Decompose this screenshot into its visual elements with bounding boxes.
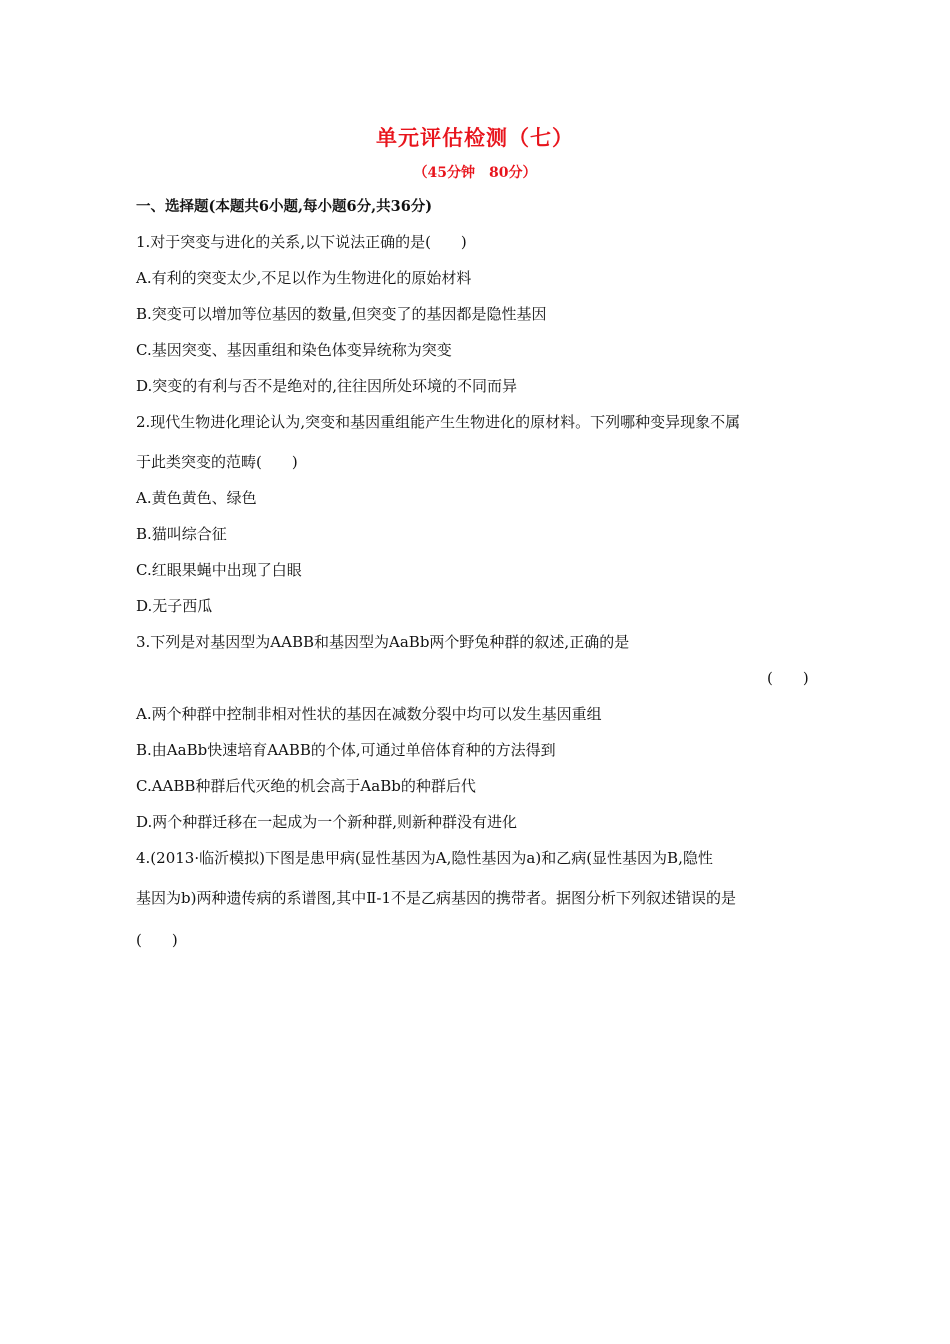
question-1-option-a: A.有利的突变太少,不足以作为生物进化的原始材料 bbox=[136, 269, 472, 287]
question-4-stem-line-2: 基因为b)两种遗传病的系谱图,其中Ⅱ-1不是乙病基因的携带者。据图分析下列叙述错误的是 bbox=[136, 889, 737, 907]
question-4-stem-line-3: ( ) bbox=[136, 931, 178, 949]
question-3-answer-bracket: ( ) bbox=[767, 669, 809, 687]
page-title: 单元评估检测（七） bbox=[376, 125, 574, 150]
question-2-stem-line-1: 2.现代生物进化理论认为,突变和基因重组能产生生物进化的原材料。下列哪种变异现象不属 bbox=[136, 413, 741, 431]
question-2-option-d: D.无子西瓜 bbox=[136, 597, 213, 615]
question-3-stem: 3.下列是对基因型为AABB和基因型为AaBb两个野兔种群的叙述,正确的是 bbox=[136, 633, 630, 651]
section-heading: 一、选择题(本题共6小题,每小题6分,共36分) bbox=[136, 198, 433, 215]
question-2-stem-line-2: 于此类突变的范畴( ) bbox=[136, 453, 298, 471]
question-3-option-b: B.由AaBb快速培育AABB的个体,可通过单倍体育种的方法得到 bbox=[136, 741, 556, 759]
question-4-stem-line-1: 4.(2013·临沂模拟)下图是患甲病(显性基因为A,隐性基因为a)和乙病(显性基因为B,隐性 bbox=[136, 849, 713, 867]
question-3-option-d: D.两个种群迁移在一起成为一个新种群,则新种群没有进化 bbox=[136, 813, 518, 831]
question-2-option-b: B.猫叫综合征 bbox=[136, 525, 227, 543]
question-1-option-c: C.基因突变、基因重组和染色体变异统称为突变 bbox=[136, 341, 452, 359]
question-1-option-b: B.突变可以增加等位基因的数量,但突变了的基因都是隐性基因 bbox=[136, 305, 547, 323]
question-1-stem: 1.对于突变与进化的关系,以下说法正确的是( ) bbox=[136, 233, 467, 251]
question-3-option-a: A.两个种群中控制非相对性状的基因在减数分裂中均可以发生基因重组 bbox=[136, 705, 602, 723]
question-3-option-c: C.AABB种群后代灭绝的机会高于AaBb的种群后代 bbox=[136, 777, 476, 795]
question-2-option-a: A.黄色黄色、绿色 bbox=[136, 489, 257, 507]
question-1-option-d: D.突变的有利与否不是绝对的,往往因所处环境的不同而异 bbox=[136, 377, 518, 395]
page-subtitle: （45分钟 80分） bbox=[413, 165, 537, 181]
question-2-option-c: C.红眼果蝇中出现了白眼 bbox=[136, 561, 302, 579]
